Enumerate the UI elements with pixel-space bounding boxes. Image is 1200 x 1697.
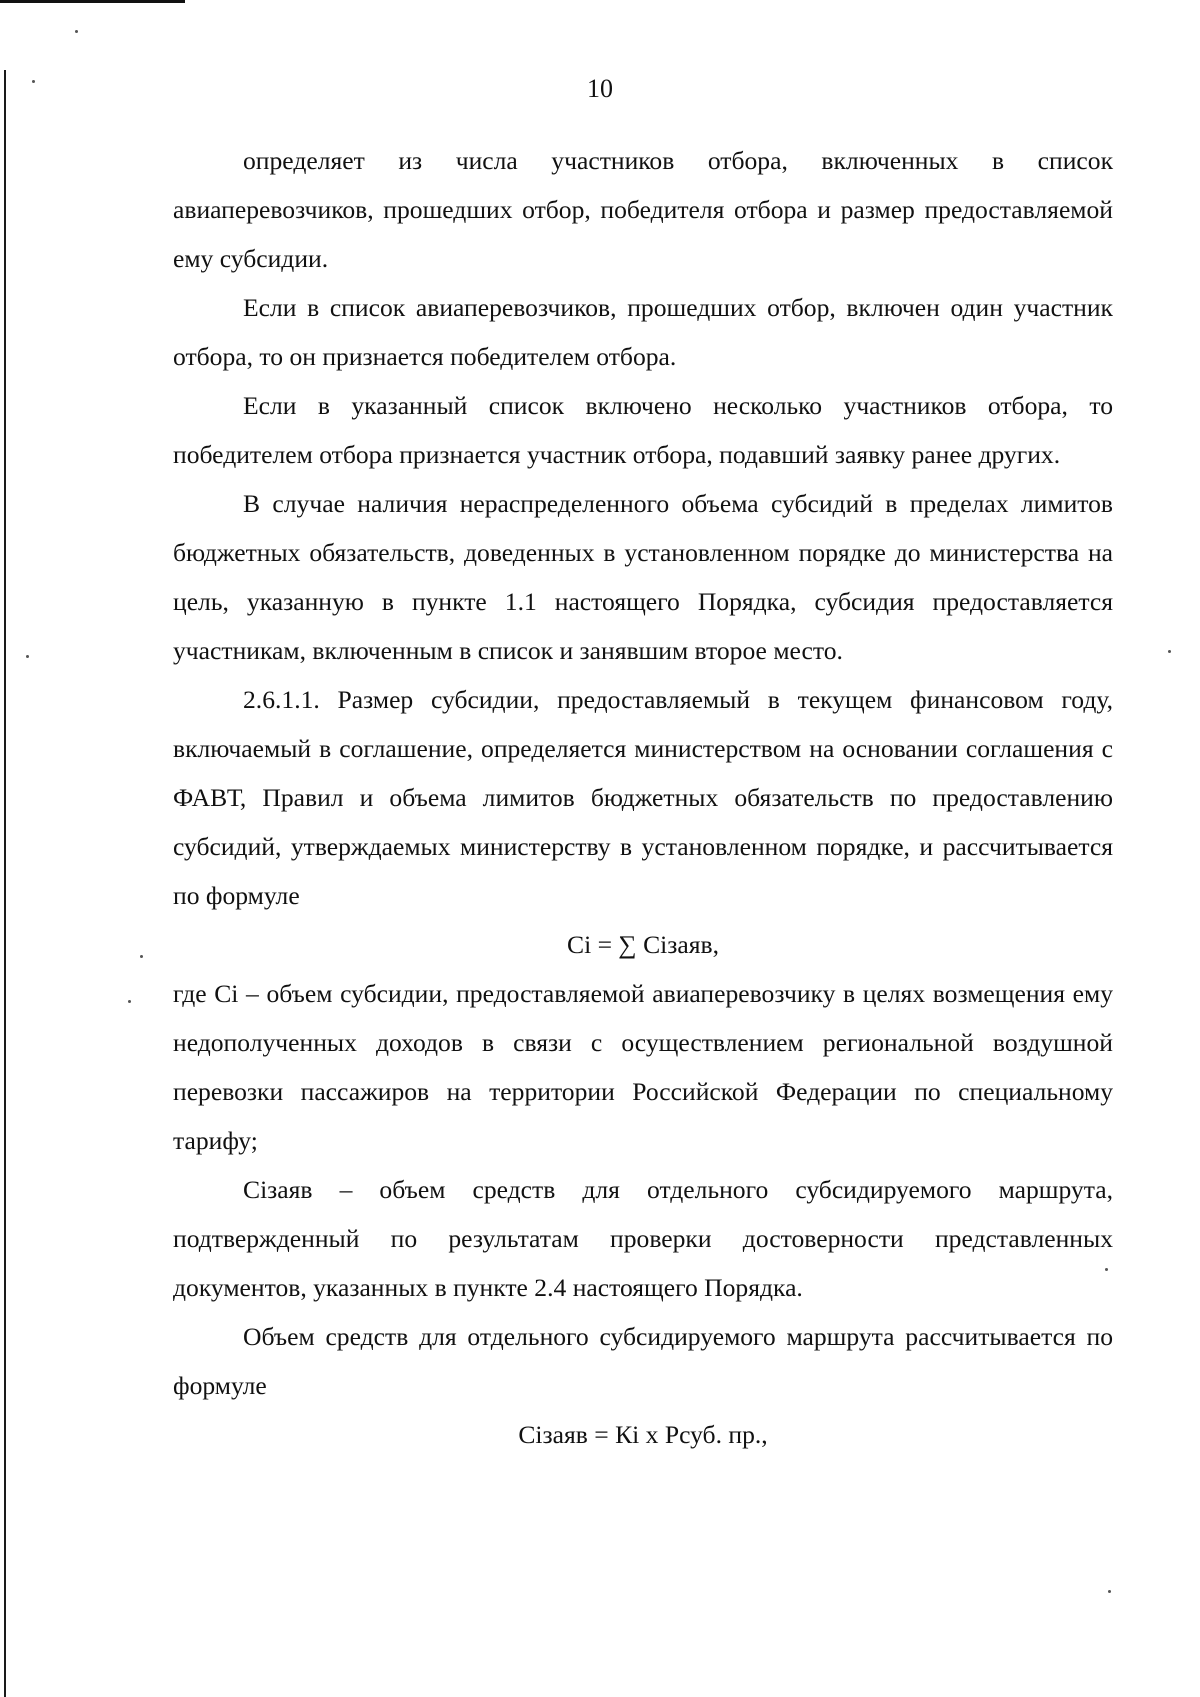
paragraph: Если в список авиаперевозчиков, прошедших отбор, включен один участник отбора, то он признается победителем отбора. [173,293,1113,371]
formula-route-amount: Сiзаяв = Кi х Рсуб. пр., [518,1420,768,1449]
scan-speck [128,1000,131,1003]
paragraph: В случае наличия нераспределенного объема субсидий в пределах лимитов бюджетных обязательств, доведенных в установленном порядке до министерства на цель, указанную в пункте 1.1 настоящего Порядка, субсидия предоставляется участникам, включенным в список и занявшим второе место. [173,489,1113,665]
scan-edge-top [0,0,185,3]
paragraph: Сiзаяв – объем средств для отдельного субсидируемого маршрута, подтвержденный по результатам проверки достоверности представленных документов, указанных в пункте 2.4 настоящего Порядка. [173,1175,1113,1302]
formula-subsidy-total: Ci = ∑ Сiзаяв, [567,930,719,959]
scan-speck [75,30,78,33]
page-number: 10 [587,74,613,103]
paragraph: Если в указанный список включено несколько участников отбора, то победителем отбора признается участник отбора, подавший заявку ранее других. [173,391,1113,469]
scan-speck [140,955,143,958]
paragraph: 2.6.1.1. Размер субсидии, предоставляемый в текущем финансовом году, включаемый в соглашение, определяется министерством на основании соглашения с ФАВТ, Правил и объема лимитов бюджетных обязательств по предоставлению субсидий, утверждаемых министерству в установленном порядке, и рассчитывается по формуле [173,685,1113,910]
paragraph: определяет из числа участников отбора, включенных в список авиаперевозчиков, прошедших отбор, победителя отбора и размер предоставляемой ему субсидии. [173,146,1113,273]
paragraph: Объем средств для отдельного субсидируемого маршрута рассчитывается по формуле [173,1322,1113,1400]
scan-edge-left [4,70,6,1697]
document-body [173,136,1113,1459]
scan-speck [26,655,29,658]
scan-speck [1168,650,1171,653]
scan-speck [1108,1590,1111,1593]
paragraph: где Ci – объем субсидии, предоставляемой авиаперевозчику в целях возмещения ему недополученных доходов в связи с осуществлением региональной воздушной перевозки пассажиров на территории Российской Федерации по специальному тарифу; [173,979,1113,1155]
